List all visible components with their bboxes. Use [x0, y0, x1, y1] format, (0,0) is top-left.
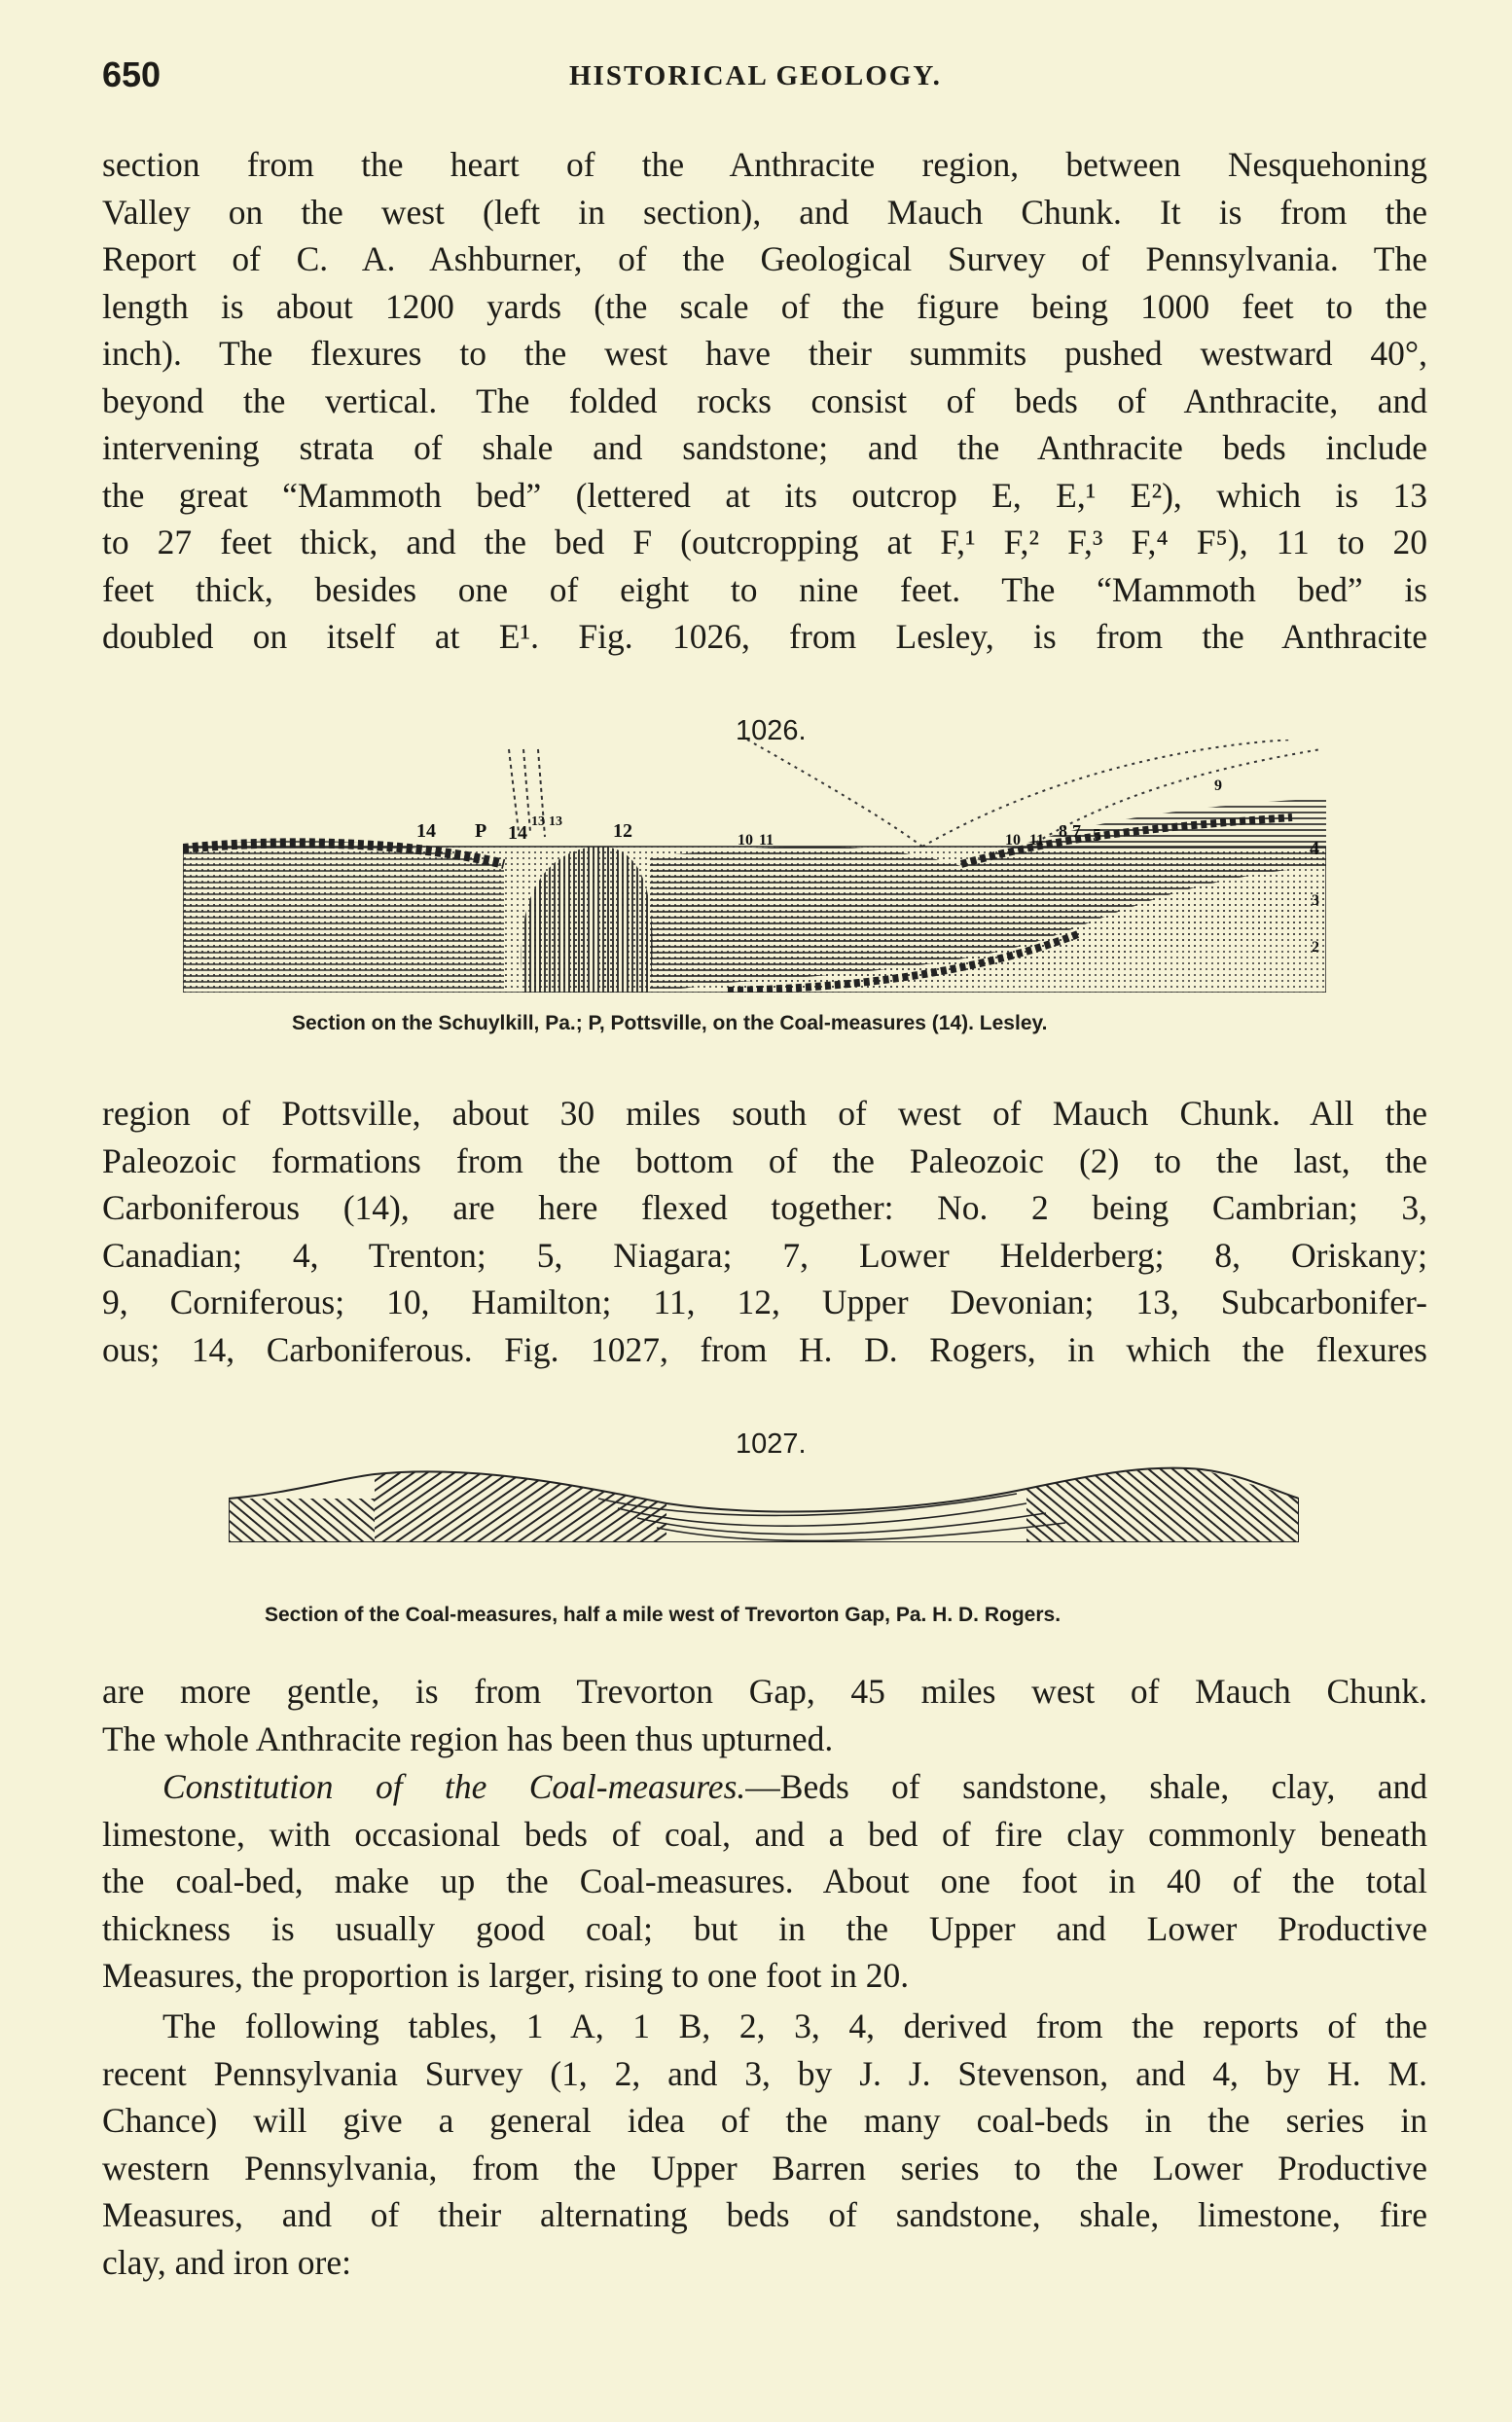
text-line: Report of C. A. Ashburner, of the Geological Survey of Pennsylvania. The: [102, 239, 1427, 278]
text-line: recent Pennsylvania Survey (1, 2, and 3, by J. J. Stevenson, and 4, by H. M.: [102, 2053, 1427, 2093]
text-line: the great “Mammoth bed” (lettered at its outcrop E, E,¹ E²), which is 13: [102, 475, 1427, 515]
text-line: to 27 feet thick, and the bed F (outcropping at F,¹ F,² F,³ F,⁴ F⁵), 11 to 20: [102, 523, 1427, 561]
label-12: 12: [613, 820, 632, 842]
label-4: 4: [1310, 838, 1319, 859]
text-line: The following tables, 1 A, 1 B, 2, 3, 4, derived from the reports of the: [162, 2006, 1427, 2045]
label-5: 5: [1093, 825, 1101, 845]
text-line: Valley on the west (left in section), and Mauch Chunk. It is from the: [102, 192, 1427, 232]
text-line: Chance) will give a general idea of the many coal-beds in the series in: [102, 2101, 1427, 2140]
page-number: 650: [102, 54, 162, 94]
text-line: doubled on itself at E¹. Fig. 1026, from Lesley, is from the Anthracite: [102, 617, 1427, 656]
figure-1026-geologic-section: [183, 740, 1326, 993]
paragraph-2: [102, 1090, 1427, 1373]
text-line: The whole Anthracite region has been thus upturned.: [102, 1718, 834, 1758]
text-line: Measures, the proportion is larger, rising to one foot in 20.: [102, 1956, 910, 1995]
text-line: clay, and iron ore:: [102, 2242, 351, 2282]
label-11b: 11: [1029, 832, 1045, 849]
text-line: [102, 1763, 1427, 1811]
strata-right: [1026, 1468, 1299, 1542]
paragraph-4: [102, 1763, 1427, 2000]
label-7: 7: [1072, 821, 1081, 841]
text-line: Paleozoic formations from the bottom of the Paleozoic (2) to the last, the: [102, 1140, 1427, 1180]
text-line: beyond the vertical. The folded rocks consist of beds of Anthracite, and: [102, 380, 1427, 420]
label-11: 11: [759, 832, 774, 849]
label-13: 13: [531, 814, 545, 829]
label-8: 8: [1059, 821, 1067, 841]
running-title: HISTORICAL GEOLOGY.: [569, 60, 942, 91]
figure-1027-geologic-section: [229, 1464, 1299, 1542]
label-3: 3: [1312, 892, 1319, 909]
eroded-fold-trace: [747, 740, 922, 847]
strata-dip: [375, 1471, 666, 1542]
text-line: Measures, and of their alternating beds of sandstone, shale, limestone, fire: [102, 2195, 1427, 2234]
paragraph-3: [102, 1668, 1427, 1762]
text-line: region of Pottsville, about 30 miles south of west of Mauch Chunk. All the: [102, 1094, 1427, 1133]
label-10: 10: [738, 832, 753, 849]
paragraph-5: [102, 2003, 1427, 2286]
text-fragment: —Beds of sandstone, shale, clay, and: [745, 1767, 1427, 1806]
paragraph-1: [102, 141, 1427, 661]
section-heading: Constitution of the Coal-measures.: [162, 1767, 746, 1806]
text-line: limestone, with occasional beds of coal, and a bed of fire clay commonly beneath: [102, 1814, 1427, 1854]
text-line: Canadian; 4, Trenton; 5, Niagara; 7, Lower Helderberg; 8, Oriskany;: [102, 1235, 1427, 1275]
text-line: inch). The flexures to the west have their summits pushed westward 40°,: [102, 334, 1427, 373]
label-2: 2: [1312, 939, 1319, 956]
text-line: thickness is usually good coal; but in the Upper and Lower Productive: [102, 1908, 1427, 1948]
label-14b: 14: [508, 822, 527, 844]
label-9: 9: [1214, 777, 1222, 794]
label-P: P: [475, 820, 487, 842]
figure-1026-caption: Section on the Schuylkill, Pa.; P, Pottsville, on the Coal-measures (14). Lesley.: [292, 1012, 1048, 1034]
text-line: the coal-bed, make up the Coal-measures. About one foot in 40 of the total: [102, 1862, 1427, 1900]
label-10b: 10: [1005, 832, 1021, 849]
text-line: 9, Corniferous; 10, Hamilton; 11, 12, Upper Devonian; 13, Subcarbonifer-: [102, 1283, 1427, 1321]
text-line: feet thick, besides one of eight to nine feet. The “Mammoth bed” is: [102, 569, 1427, 609]
label-13b: 13: [549, 814, 562, 829]
text-line: are more gentle, is from Trevorton Gap, 45 miles west of Mauch Chunk.: [102, 1672, 1427, 1711]
text-line: ous; 14, Carboniferous. Fig. 1027, from H. D. Rogers, in which the flexures: [102, 1329, 1427, 1369]
text-line: length is about 1200 yards (the scale of the figure being 1000 feet to the: [102, 286, 1427, 326]
text-line: western Pennsylvania, from the Upper Barren series to the Lower Productive: [102, 2148, 1427, 2187]
figure-1026-number: 1026.: [736, 715, 807, 746]
text-line: intervening strata of shale and sandstone; and the Anthracite beds include: [102, 428, 1427, 467]
page-header: [102, 54, 1435, 103]
strata-left: [229, 1499, 375, 1542]
figure-1027-caption: Section of the Coal-measures, half a mile west of Trevorton Gap, Pa. H. D. Rogers.: [265, 1604, 1062, 1626]
text-line: Carboniferous (14), are here flexed together: No. 2 being Cambrian; 3,: [102, 1188, 1427, 1227]
text-line: section from the heart of the Anthracite region, between Nesquehoning: [102, 145, 1427, 184]
label-14: 14: [416, 820, 436, 842]
figure-1027-number: 1027.: [736, 1428, 807, 1460]
